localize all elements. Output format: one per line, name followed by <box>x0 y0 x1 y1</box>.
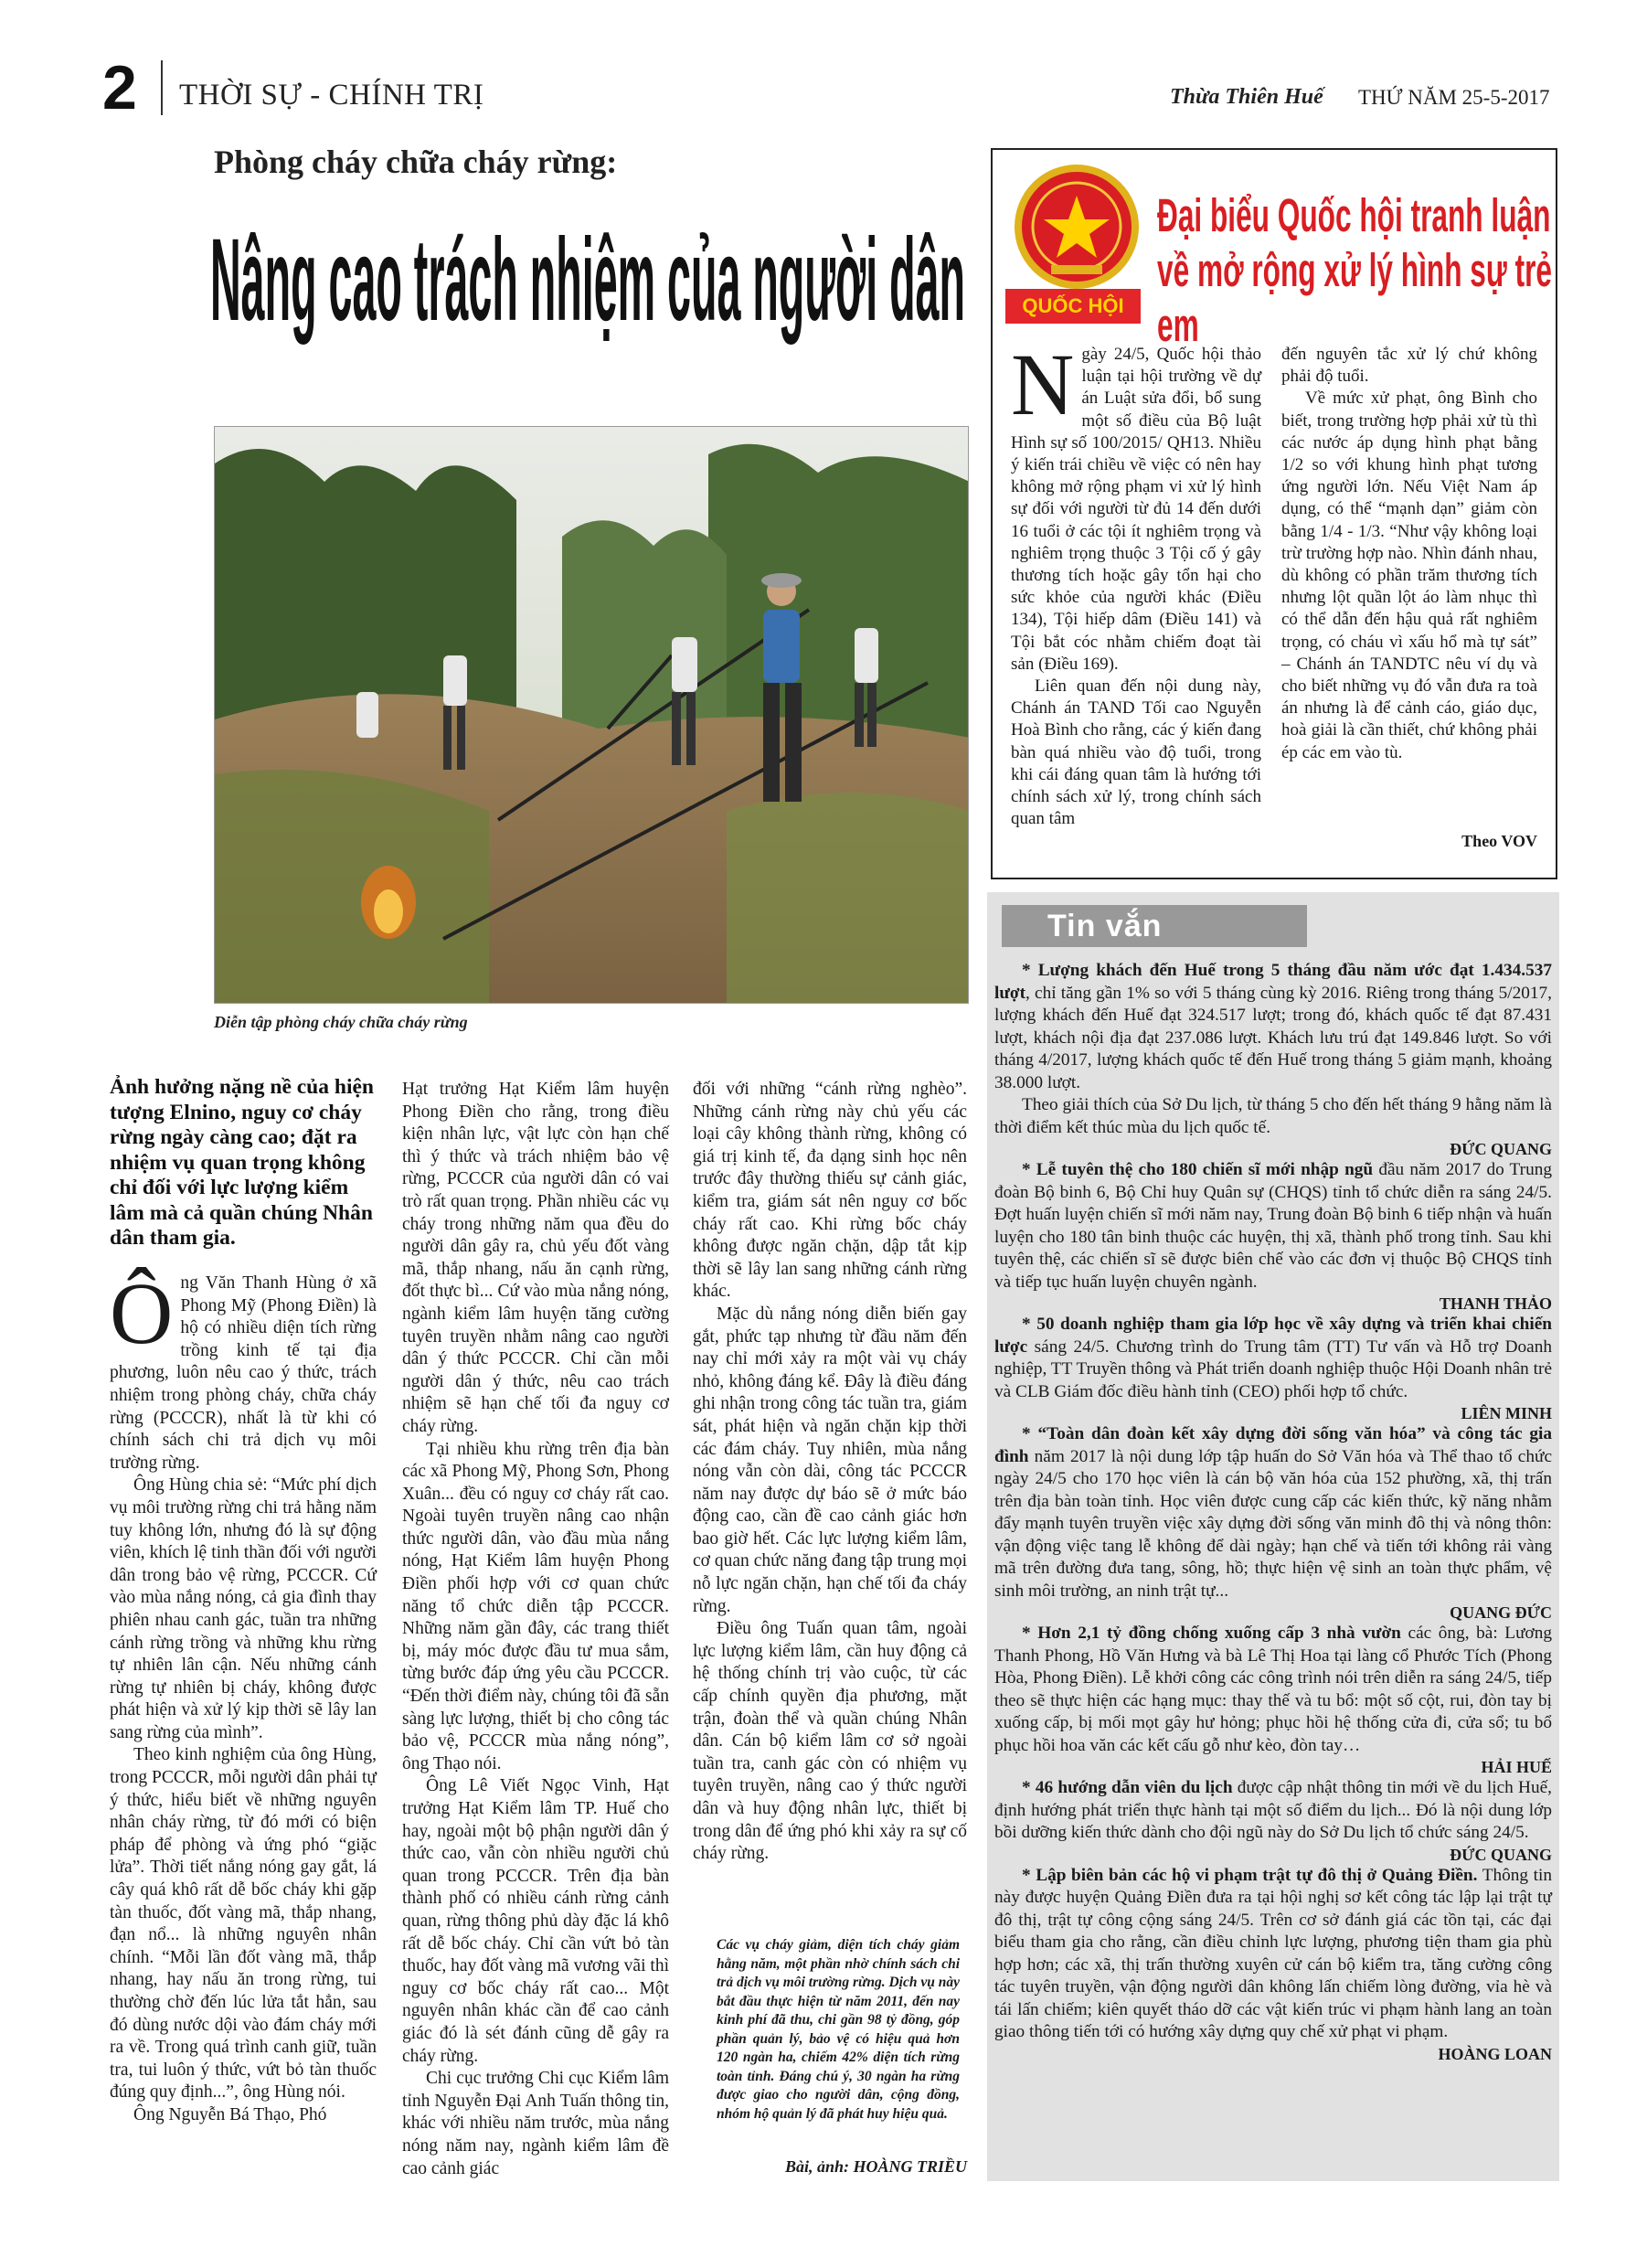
item-lead: * Lập biên bản các hộ vi phạm trật tự đô thị ở Quảng Điền. <box>1022 1865 1478 1885</box>
list-item <box>994 1314 1552 1403</box>
item-body: được cập nhật thông tin mới về du lịch Huế, định hướng phát triển thực hành tại một số điểm du lịch... Đó là nội dung lớp bồi dưỡng kiến thức dành cho đội ngũ này do Sở Du lịch tổ chức sáng 24/5. <box>994 1778 1552 1842</box>
paragraph: Chi cục trưởng Chi cục Kiểm lâm tỉnh Nguyễn Đại Anh Tuấn thông tin, khác với nhiều năm trước, mùa nắng nóng năm nay, ngành kiểm lâm đề cao cảnh giác <box>402 2069 669 2178</box>
list-item <box>994 1865 1552 2044</box>
item-author: ĐỨC QUANG <box>1450 1140 1552 1158</box>
quoc-hoi-column-1 <box>1011 335 1261 830</box>
story-photo <box>214 426 969 1004</box>
tin-van-list <box>994 960 1552 2064</box>
item-lead: * Hơn 2,1 tỷ đồng chống xuống cấp 3 nhà vườn <box>1022 1624 1401 1643</box>
quoc-hoi-column-2 <box>1281 344 1537 764</box>
list-item <box>994 1777 1552 1845</box>
item-lead: * “Toàn dân đoàn kết xây dựng đời sống văn hóa” và công tác gia đình <box>994 1424 1552 1466</box>
item-body: Thông tin này được huyện Quảng Điền đưa ra tại hội nghị sơ kết công tác lập lại trật tự đô thị, trật tự công cộng sáng 24/5. Trên cơ sở đánh giá các tồn tại, các đại biểu tham gia cho rằng, cần điều chỉnh lực lượng, phương tiện tham gia phù hợp hơn; các xã, thị trấn thường xuyên cử cán bộ kiểm tra, tăng cường công tác tuyên truyền, vận động người dân không lấn chiếm lòng đường, vỉa hè và tái lấn chiếm; kiên quyết tháo dỡ các vật kiến trúc vi phạm hành lang an toàn giao thông tiến tới có hướng xây dựng quy chế xử phạt vi phạm. <box>994 1865 1552 2041</box>
paragraph: gày 24/5, Quốc hội thảo luận tại hội trường về dự án Luật sửa đổi, bổ sung một số điều của Bộ luật Hình sự số 100/2015/ QH13. Nhiều ý kiến trái chiều về việc có nên hay không mở rộng phạm vi xử lý hình sự đối với người từ đủ 14 đến dưới 16 tuổi ở các tội ít nghiêm trọng và nghiêm trọng thuộc 3 Tội cố ý gây thương tích hoặc gây tổn hại cho sức khỏe của người khác (Điều 134), Tội hiếp dâm (Điều 141) và Tội bắt cóc nhằm chiếm đoạt tài sản (Điều 169). <box>1011 345 1261 674</box>
paragraph: Hạt trưởng Hạt Kiểm lâm huyện Phong Điền cho rằng, trong điều kiện nhân lực, vật lực còn hạn chế thì ý thức và trách nhiệm bảo vệ rừng, PCCCR của người dân có vai trò rất quan trọng. Phần nhiều các vụ cháy trong những năm qua đều do người dân gây ra, chủ yếu đốt vàng mã, thắp nhang, nấu ăn cạnh rừng, đốt thực bì... Cứ vào mùa nắng nóng, ngành kiểm lâm huyện tăng cường tuyên truyền nhằm nâng cao người dân ý thức PCCCR. Chỉ cần mỗi người dân ý thức, nêu cao trách nhiệm sẽ hạn chế tối đa nguy cơ cháy rừng. <box>402 1080 669 1436</box>
headline-text: Nâng cao trách nhiệm của người dân <box>210 215 965 346</box>
item-lead: * Lượng khách đến Huế trong 5 tháng đầu năm ước đạt 1.434.537 lượt <box>994 961 1552 1003</box>
pull-quote: Các vụ cháy giảm, diện tích cháy giảm hằng năm, một phần nhờ chính sách chi trả dịch vụ môi trường rừng. Dịch vụ này bắt đầu thực hiện từ năm 2011, đến nay kinh phí đã thu, chi gần 98 tỷ đồng, góp phần quản lý, bảo vệ có hiệu quả hơn 120 ngàn ha, chiếm 42% diện tích rừng toàn tỉnh. Đáng chú ý, 30 ngàn ha rừng được giao cho người dân, cộng đồng, nhóm hộ quản lý đã phát huy hiệu quả. <box>717 1937 960 2122</box>
issue-date: THỨ NĂM 25-5-2017 <box>1358 86 1550 109</box>
story-headline <box>210 203 969 358</box>
photo-caption: Diễn tập phòng cháy chữa cháy rừng <box>214 1013 468 1031</box>
paragraph: Theo kinh nghiệm của ông Hùng, trong PCCCR, mỗi người dân phải tự ý thức, hiểu biết về những nguyên nhân cháy rừng, từ đó mới có biện pháp để phòng và ứng phó “giặc lửa”. Thời tiết nắng nóng gay gắt, lá cây quá khô rất dễ bốc cháy khi gặp tàn thuốc, đốt vàng mã, thắp nhang, đạn nổ... là những nguyên nhân chính. “Mỗi lần đốt vàng mã, thắp nhang, hay nấu ăn trong rừng, tui thường chờ đến lúc lửa tắt hẳn, sau đó dùng nước dội vào đám cháy mới ra về. Trong quá trình canh giữ, tuần tra, tui luôn ý thức, vứt bỏ tàn thuốc đúng quy định...”, ông Hùng nói. <box>110 1745 377 2103</box>
list-item <box>994 1423 1552 1603</box>
byline <box>693 2157 967 2177</box>
item-body: năm 2017 là nội dung lớp tập huấn do Sở Văn hóa và Thể thao tổ chức ngày 24/5 cho 170 học viên là cán bộ văn hóa của 152 phường, xã, thị trấn trên địa bàn toàn tỉnh. Học viên được cung cấp các kiến thức, kỹ năng nhằm đẩy mạnh tuyên truyền việc xây dựng đời sống văn minh đô thị và nông thôn: vận động việc tang lễ không để dài ngày; hạn chế và tiến tới không rải vàng mã trên đường đưa tang, sông, hồ; thực hiện vệ sinh an toàn thực phẩm, vệ sinh môi trường, an ninh trật tự... <box>994 1446 1552 1601</box>
item-lead: * Lễ tuyên thệ cho 180 chiến sĩ mới nhập ngũ <box>1022 1160 1374 1179</box>
item-lead: * 46 hướng dẫn viên du lịch <box>1022 1778 1233 1797</box>
tin-van-label: Tin vắn <box>1002 905 1307 947</box>
item-extra: Theo giải thích của Sở Du lịch, từ tháng 5 cho đến hết tháng 9 hằng năm là thời điểm kết thúc mùa du lịch quốc tế. <box>994 1095 1552 1137</box>
paragraph: đến nguyên tắc xử lý chứ không phải độ tuổi. <box>1281 345 1537 387</box>
item-author: LIÊN MINH <box>1461 1404 1552 1422</box>
list-item <box>994 960 1552 1094</box>
item-body: các ông, bà: Lương Thanh Phong, Hồ Văn Hưng và bà Lê Thị Hoa tại làng cổ Phước Tích (Phong Hòa, Phong Điền). Lễ khởi công các công trình nói trên diễn ra sáng 24/5, tiếp theo sẽ thực hiện các hạng mục: thay thế và tu bổ: một số cột, rui, đòn tay bị xuống cấp, bị mối mọt gây hư hỏng; phục hồi hệ thống cửa đi, cửa sổ; tu bổ phục hồi hoa văn các kết cấu gỗ như kèo, đòn tay… <box>994 1624 1553 1755</box>
paragraph: Về mức xử phạt, ông Bình cho biết, trong trường hợp phải xử tù thì các nước áp dụng hình phạt bằng 1/2 so với khung hình phạt tương ứng người lớn. Nếu Việt Nam áp dụng, có thể “mạnh dạn” giảm còn bằng 1/4 - 1/3. “Như vậy không loại trừ trường hợp nào. Nhìn đánh nhau, dù không có phần trăm thương tích nhưng lột quần lột áo làm nhục thì có thể dẫn đến hậu quả rất nghiêm trọng, có cháu vì xấu hổ mà tự sát” – Chánh án TANDTC nêu ví dụ và cho biết những vụ đó vẫn đưa ra toà án nhưng là để cảnh cáo, giáo dục, hoà giải là cần thiết, chứ không phải ép các em vào tù. <box>1281 389 1537 762</box>
item-author: HẢI HUẾ <box>1481 1758 1552 1776</box>
item-author: THANH THẢO <box>1439 1294 1552 1313</box>
list-item <box>994 1623 1552 1757</box>
item-author: QUANG ĐỨC <box>1450 1603 1552 1622</box>
story-kicker: Phòng cháy chữa cháy rừng: <box>214 144 618 180</box>
paragraph: Ông Hùng chia sẻ: “Mức phí dịch vụ môi trường rừng chi trả hằng năm tuy không lớn, nhưng đó là sự động viên, khích lệ tinh thần đối với người dân trong bảo vệ rừng, PCCCR. Cứ vào mùa nắng nóng, cả gia đình thay phiên nhau canh gác, tuần tra những cánh rừng trồng và những khu rừng tự nhiên lân cận. Nếu những cánh rừng tự nhiên bị cháy, không được phát hiện và xử lý kịp thời sẽ lây lan sang rừng của mình”. <box>110 1475 377 1742</box>
item-body: sáng 24/5. Chương trình do Trung tâm (TT) Tư vấn và Hỗ trợ Doanh nghiệp, TT Truyền thông và Phát triển doanh nghiệp thuộc Hội Doanh nhân trẻ và CLB Giám đốc điều hành tỉnh (CEO) phối hợp tổ chức. <box>994 1336 1552 1401</box>
story-column-2 <box>402 1079 669 2180</box>
item-lead: * 50 doanh nghiệp tham gia lớp học về xây dựng và triển khai chiến lược <box>994 1315 1552 1357</box>
item-author: HOÀNG LOAN <box>1438 2044 1552 2063</box>
paragraph: Điều ông Tuấn quan tâm, ngoài lực lượng kiểm lâm, cần huy động cả hệ thống chính trị vào cuộc, từ các cấp chính quyền địa phương, mặt trận, đoàn thể và quần chúng Nhân dân. Cán bộ kiểm lâm cơ sở ngoài tuần tra, canh gác còn có nhiệm vụ tuyên truyền, nâng cao ý thức người dân và huy động nhân lực, thiết bị trong dân để ứng phó khi xảy ra sự cố cháy rừng. <box>693 1619 967 1864</box>
forest-fire-drill-image <box>215 427 969 1004</box>
dropcap: N <box>1011 335 1075 433</box>
paper-name: Thừa Thiên Huế <box>1170 85 1323 109</box>
paragraph: Ông Lê Viết Ngọc Vinh, Hạt trưởng Hạt Kiểm lâm TP. Huế cho hay, ngoài một bộ phận người dân ý thức cao, vẫn còn nhiều người chủ quan trong PCCCR. Trên địa bàn thành phố có nhiều cánh rừng cảnh quan, rừng thông phủ dày đặc lá khô rất dễ bốc cháy. Chỉ cần vứt bỏ tàn thuốc, hay đốt vàng mã vương vãi thì nguy cơ bốc cháy rất cao... Một nguyên nhân khác cần để cao cảnh giác đó là sét đánh cũng dễ gây ra cháy rừng. <box>402 1776 669 2066</box>
paragraph: ng Văn Thanh Hùng ở xã Phong Mỹ (Phong Điền) là hộ có nhiều diện tích rừng trồng kinh tế tại địa phương, luôn nêu cao ý thức, trách nhiệm trong phòng cháy, chữa cháy rừng (PCCCR), nhất là từ khi có chính sách chi trả dịch vụ môi trường rừng. <box>110 1273 377 1473</box>
page-number: 2 <box>102 53 137 122</box>
item-author: ĐỨC QUANG <box>1450 1845 1552 1864</box>
byline-label: Bài, ảnh: <box>784 2157 854 2176</box>
byline-name: HOÀNG TRIỀU <box>853 2157 967 2176</box>
item-body: , chỉ tăng gần 1% so với 5 tháng cùng kỳ 2016. Riêng trong tháng 5/2017, lượng khách đến Huế đạt 324.517 lượt; trong đó, khách quốc tế đạt 87.431 lượt, khách nội địa đạt 237.086 lượt. Khách lưu trú đạt 149.846 lượt. So với tháng 4/2017, lượng khách quốc tế đến Huế trong tháng 5 giảm mạnh, khoảng 38.000 lượt. <box>994 983 1552 1092</box>
story-column-3 <box>693 1079 967 1866</box>
section-title: THỜI SỰ - CHÍNH TRỊ <box>179 79 484 112</box>
story-column-1 <box>110 1264 377 2127</box>
paragraph: Ông Nguyễn Bá Thạo, Phó <box>133 2104 327 2124</box>
paragraph: đối với những “cánh rừng nghèo”. Những cánh rừng này chủ yếu các loại cây không thành rừng, không có giá trị kinh tế, đa dạng sinh học nên trước đây thường thiếu sự cảnh giác, kiểm tra, giám sát nên nguy cơ bốc cháy rất cao. Khi rừng bốc cháy không được ngăn chặn, dập tắt kịp thời sẽ lây lan sang những cánh rừng khác. <box>693 1080 967 1302</box>
item-body: đầu năm 2017 do Trung đoàn Bộ binh 6, Bộ Chỉ huy Quân sự (CHQS) tỉnh tổ chức diễn ra sáng 24/5. Đợt huấn luyện chiến sĩ mới năm nay, Trung đoàn Bộ binh 6 tiếp nhận và huấn luyện cho 180 tân binh thuộc các huyện, thị xã, thành phố trong tỉnh. Sau khi tuyên thệ, các chiến sĩ sẽ được biên chế vào các đơn vị thuộc Bộ CHQS tỉnh và tiếp tục huấn luyện chuyên ngành. <box>994 1160 1553 1292</box>
folio-divider <box>161 60 163 115</box>
paragraph: Tại nhiều khu rừng trên địa bàn các xã Phong Mỹ, Phong Sơn, Phong Xuân... đều có nguy cơ cháy rất cao. Ngoài tuyên truyền nâng cao nhận thức người dân, vào đầu mùa nắng nóng, Hạt Kiểm lâm huyện Phong Điền phối hợp với cơ quan chức năng tổ chức diễn tập PCCCR. Những năm gần đây, các trang thiết bị, máy móc được đầu tư mua sắm, từng bước đáp ứng yêu cầu PCCCR. “Đến thời điểm này, chúng tôi đã sẵn sàng lực lượng, thiết bị cho công tác bảo vệ, PCCCR mùa nắng nóng”, ông Thạo nói. <box>402 1439 669 1773</box>
paragraph: Mặc dù nắng nóng diễn biến gay gắt, phức tạp nhưng từ đầu năm đến nay chỉ mới xảy ra một vài vụ cháy nhỏ, không đáng kể. Đây là điều đáng ghi nhận trong công tác tuần tra, giám sát, phát hiện và ngăn chặn kịp thời các đám cháy. Tuy nhiên, mùa nắng nóng vẫn còn dài, công tác PCCCR năm nay được dự báo sẽ ở mức báo động cao, cần đề cao cảnh giác hơn bao giờ hết. Các lực lượng kiểm lâm, cơ quan chức năng đang tập trung mọi nỗ lực ngăn chặn, hạn chế tối đa cháy rừng. <box>693 1304 967 1616</box>
dropcap: Ô <box>110 1264 174 1362</box>
quoc-hoi-title: Đại biểu Quốc hội tranh luận về mở rộng xử lý hình sự trẻ em <box>1157 189 1553 351</box>
quoc-hoi-badge: QUỐC HỘI <box>1005 289 1141 324</box>
story-lede: Ảnh hưởng nặng nề của hiện tượng Elnino, nguy cơ cháy rừng ngày càng cao; đặt ra nhiệm vụ quan trọng không chỉ đối với lực lượng kiểm lâm mà cả quần chúng Nhân dân tham gia. <box>110 1075 374 1250</box>
paragraph: Liên quan đến nội dung này, Chánh án TAND Tối cao Nguyễn Hoà Bình cho rằng, các ý kiến đang bàn quá nhiều vào độ tuổi, trong khi cái đáng quan tâm là hướng tới chính sách xử lý, trong chính sách quan tâm <box>1011 676 1261 829</box>
quoc-hoi-source: Theo VOV <box>1461 832 1537 850</box>
list-item <box>994 1159 1552 1294</box>
